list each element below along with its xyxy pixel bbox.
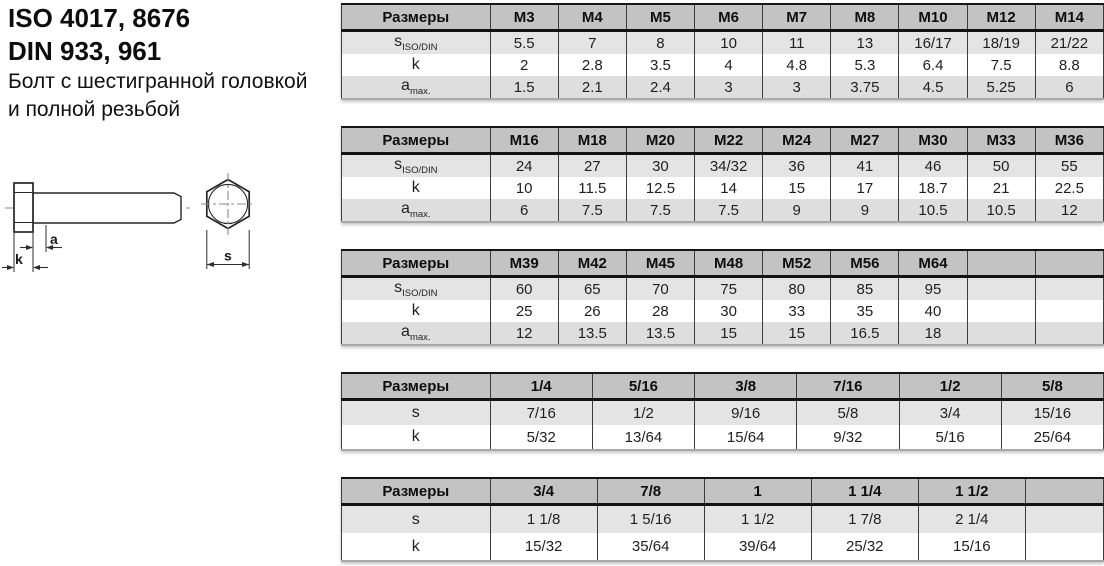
dimension-value: 15/16 — [918, 533, 1025, 561]
dimension-value: 3/4 — [899, 400, 1001, 426]
sizes-header-label: Размеры — [342, 127, 491, 154]
dimension-value: 3 — [695, 76, 763, 99]
dimension-value: 15/16 — [1001, 400, 1103, 426]
dimension-value: 12.5 — [626, 177, 694, 199]
size-column-header: M33 — [967, 127, 1035, 154]
table-header-row — [342, 250, 1104, 277]
dimension-value: 15 — [695, 322, 763, 345]
dimension-value: 26 — [558, 300, 626, 322]
size-column-header: 5/8 — [1001, 373, 1103, 400]
dimension-value: 10.5 — [967, 199, 1035, 222]
dimension-row-s — [342, 277, 1104, 301]
dimension-value: 35 — [831, 300, 899, 322]
dimension-value: 7/16 — [490, 400, 592, 426]
dimension-value: 30 — [695, 300, 763, 322]
dimension-tables-panel — [341, 0, 1104, 566]
size-column-header: M16 — [490, 127, 558, 154]
dimension-value: 21/22 — [1035, 31, 1103, 55]
dimension-value — [1025, 505, 1103, 534]
product-description-line1: Болт с шестигранной головкой — [8, 70, 308, 93]
size-column-header: M36 — [1035, 127, 1103, 154]
size-column-header — [1035, 250, 1103, 277]
size-column-header — [1025, 478, 1103, 505]
dimension-value: 10 — [490, 177, 558, 199]
dimension-value: 25/64 — [1001, 425, 1103, 450]
size-column-header: M27 — [831, 127, 899, 154]
dimension-value: 46 — [899, 154, 967, 178]
dimension-value: 17 — [831, 177, 899, 199]
arrow-k-left — [7, 265, 14, 270]
size-column-header: M12 — [967, 4, 1035, 31]
bolt-head-side — [14, 183, 33, 232]
dimension-value: 60 — [490, 277, 558, 301]
size-column-header: M24 — [763, 127, 831, 154]
size-column-header: 1 1/2 — [918, 478, 1025, 505]
dimension-value — [967, 322, 1035, 345]
dimension-value: 15/64 — [695, 425, 797, 450]
size-column-header: M4 — [558, 4, 626, 31]
table-header-row — [342, 127, 1104, 154]
dimension-row-k — [342, 425, 1104, 450]
dimension-value: 4.5 — [899, 76, 967, 99]
dimension-value: 7.5 — [967, 54, 1035, 76]
dimension-value: 11 — [763, 31, 831, 55]
arrow-s-left — [207, 262, 214, 267]
dimension-row-s — [342, 154, 1104, 178]
bolt-shaft — [33, 193, 181, 223]
row-label: $s_{ISO/DIN}$ — [342, 277, 491, 301]
dimension-value: 25 — [490, 300, 558, 322]
size-column-header: M5 — [626, 4, 694, 31]
size-table-inch-large — [341, 477, 1104, 562]
dimension-value: 70 — [626, 277, 694, 301]
dim-label-k: k — [15, 251, 23, 267]
size-column-header: M10 — [899, 4, 967, 31]
dimension-value: 80 — [763, 277, 831, 301]
dimension-value: 27 — [558, 154, 626, 178]
dimension-value: 5.25 — [967, 76, 1035, 99]
dimension-row-a — [342, 199, 1104, 222]
dimension-value: 34/32 — [695, 154, 763, 178]
row-label: $s_{ISO/DIN}$ — [342, 154, 491, 178]
dimension-value: 9/32 — [797, 425, 899, 450]
row-label: $s_{ISO/DIN}$ — [342, 31, 491, 55]
size-table-inch-small — [341, 372, 1104, 451]
size-column-header: 5/16 — [592, 373, 694, 400]
sizes-header-label: Размеры — [342, 373, 491, 400]
dimension-value: 13 — [831, 31, 899, 55]
size-column-header: M39 — [490, 250, 558, 277]
size-column-header: M56 — [831, 250, 899, 277]
dimension-value: 30 — [626, 154, 694, 178]
dimension-row-s — [342, 31, 1104, 55]
dimension-value: 5/32 — [490, 425, 592, 450]
sizes-header-label: Размеры — [342, 250, 491, 277]
size-column-header: 1 1/4 — [811, 478, 918, 505]
dimension-value: 5/16 — [899, 425, 1001, 450]
sizes-header-label: Размеры — [342, 4, 491, 31]
dimension-value: 12 — [490, 322, 558, 345]
arrow-a-left — [26, 245, 33, 250]
dimension-value: 18.7 — [899, 177, 967, 199]
size-table-m16-m36 — [341, 126, 1104, 223]
dimension-value: 7.5 — [695, 199, 763, 222]
dimension-value: 8 — [626, 31, 694, 55]
dimension-value: 5.3 — [831, 54, 899, 76]
title-block — [0, 0, 340, 124]
dimension-row-k — [342, 533, 1104, 561]
dimension-value: 2.1 — [558, 76, 626, 99]
table-header-row — [342, 4, 1104, 31]
dimension-value: 16/17 — [899, 31, 967, 55]
dimension-value: 15 — [763, 177, 831, 199]
dimension-value: 33 — [763, 300, 831, 322]
dim-label-s: s — [224, 247, 232, 264]
dimension-value: 1.5 — [490, 76, 558, 99]
dimension-value: 2 — [490, 54, 558, 76]
arrow-s-right — [242, 262, 249, 267]
dimension-value: 10.5 — [899, 199, 967, 222]
row-label: k — [342, 177, 491, 199]
dimension-value: 40 — [899, 300, 967, 322]
dimension-row-s — [342, 505, 1104, 534]
row-label: k — [342, 300, 491, 322]
dimension-value: 6.4 — [899, 54, 967, 76]
dimension-value: 8.8 — [1035, 54, 1103, 76]
size-column-header: M30 — [899, 127, 967, 154]
size-column-header: 1 — [704, 478, 811, 505]
dimension-value: 2.4 — [626, 76, 694, 99]
size-column-header: M7 — [763, 4, 831, 31]
dimension-value: 55 — [1035, 154, 1103, 178]
left-panel — [0, 0, 340, 566]
dim-label-a: a — [50, 231, 58, 247]
size-column-header: M6 — [695, 4, 763, 31]
dimension-value: 5/8 — [797, 400, 899, 426]
dimension-value: 2 1/4 — [918, 505, 1025, 534]
dimension-value: 1 5/16 — [597, 505, 704, 534]
dimension-value: 3.75 — [831, 76, 899, 99]
dimension-value: 4 — [695, 54, 763, 76]
dimension-row-a — [342, 322, 1104, 345]
size-column-header: 1/2 — [899, 373, 1001, 400]
size-column-header: M3 — [490, 4, 558, 31]
dimension-value: 15/32 — [490, 533, 597, 561]
sizes-header-label: Размеры — [342, 478, 491, 505]
standard-title-din: DIN 933, 961 — [8, 36, 162, 66]
row-label: s — [342, 505, 491, 534]
dimension-value: 22.5 — [1035, 177, 1103, 199]
bolt-technical-drawing — [0, 165, 290, 290]
dimension-value: 21 — [967, 177, 1035, 199]
dimension-row-s — [342, 400, 1104, 426]
dimension-value: 85 — [831, 277, 899, 301]
dimension-value: 10 — [695, 31, 763, 55]
size-column-header — [967, 250, 1035, 277]
dimension-value — [1035, 300, 1103, 322]
row-label: $a_{max.}$ — [342, 76, 491, 99]
dimension-value: 1 1/8 — [490, 505, 597, 534]
table-header-row — [342, 373, 1104, 400]
dimension-value: 1 1/2 — [704, 505, 811, 534]
dimension-value: 6 — [1035, 76, 1103, 99]
dimension-value: 9 — [763, 199, 831, 222]
dimension-value: 50 — [967, 154, 1035, 178]
dimension-value: 15 — [763, 322, 831, 345]
dimension-value: 25/32 — [811, 533, 918, 561]
dimension-row-k — [342, 300, 1104, 322]
dimension-value: 1 7/8 — [811, 505, 918, 534]
dimension-value: 9/16 — [695, 400, 797, 426]
size-column-header: M64 — [899, 250, 967, 277]
dimension-value: 24 — [490, 154, 558, 178]
dimension-value: 7 — [558, 31, 626, 55]
dimension-value: 75 — [695, 277, 763, 301]
dimension-row-k — [342, 54, 1104, 76]
size-column-header: M20 — [626, 127, 694, 154]
size-column-header: M42 — [558, 250, 626, 277]
dimension-row-a — [342, 76, 1104, 99]
product-description-line2: и полной резьбой — [8, 98, 181, 121]
dimension-value: 65 — [558, 277, 626, 301]
dimension-value: 18/19 — [967, 31, 1035, 55]
dimension-value: 13.5 — [558, 322, 626, 345]
standard-title-iso: ISO 4017, 8676 — [8, 3, 191, 33]
dimension-value: 28 — [626, 300, 694, 322]
row-label: k — [342, 425, 491, 450]
dimension-value — [1025, 533, 1103, 561]
dimension-value — [1035, 277, 1103, 301]
size-column-header: 7/16 — [797, 373, 899, 400]
dimension-value: 3 — [763, 76, 831, 99]
size-column-header: M22 — [695, 127, 763, 154]
dimension-value: 7.5 — [626, 199, 694, 222]
dimension-value: 18 — [899, 322, 967, 345]
dimension-value: 7.5 — [558, 199, 626, 222]
row-label: k — [342, 533, 491, 561]
dimension-value: 4.8 — [763, 54, 831, 76]
dimension-value: 1/2 — [592, 400, 694, 426]
dimension-value: 14 — [695, 177, 763, 199]
size-column-header: M8 — [831, 4, 899, 31]
row-label: k — [342, 54, 491, 76]
size-column-header: 3/4 — [490, 478, 597, 505]
size-column-header: M45 — [626, 250, 694, 277]
size-column-header: M52 — [763, 250, 831, 277]
size-table-m39-m64 — [341, 249, 1104, 346]
size-table-m3-m14 — [341, 3, 1104, 100]
size-column-header: 1/4 — [490, 373, 592, 400]
dimension-row-k — [342, 177, 1104, 199]
table-header-row — [342, 478, 1104, 505]
row-label: $a_{max.}$ — [342, 199, 491, 222]
arrow-k-right — [33, 265, 40, 270]
size-column-header: M18 — [558, 127, 626, 154]
dimension-value: 95 — [899, 277, 967, 301]
dimension-value: 12 — [1035, 199, 1103, 222]
dimension-value: 2.8 — [558, 54, 626, 76]
dimension-value — [967, 300, 1035, 322]
size-column-header: M14 — [1035, 4, 1103, 31]
dimension-value: 13/64 — [592, 425, 694, 450]
size-column-header: 7/8 — [597, 478, 704, 505]
dimension-value: 36 — [763, 154, 831, 178]
dimension-value: 13.5 — [626, 322, 694, 345]
size-column-header: M48 — [695, 250, 763, 277]
dimension-value: 3.5 — [626, 54, 694, 76]
size-column-header: 3/8 — [695, 373, 797, 400]
dimension-value — [1035, 322, 1103, 345]
dimension-value: 16.5 — [831, 322, 899, 345]
dimension-value: 9 — [831, 199, 899, 222]
row-label: s — [342, 400, 491, 426]
dimension-value: 11.5 — [558, 177, 626, 199]
dimension-value: 39/64 — [704, 533, 811, 561]
row-label: $a_{max.}$ — [342, 322, 491, 345]
dimension-value — [967, 277, 1035, 301]
dimension-value: 5.5 — [490, 31, 558, 55]
dimension-value: 6 — [490, 199, 558, 222]
dimension-value: 35/64 — [597, 533, 704, 561]
dimension-value: 41 — [831, 154, 899, 178]
